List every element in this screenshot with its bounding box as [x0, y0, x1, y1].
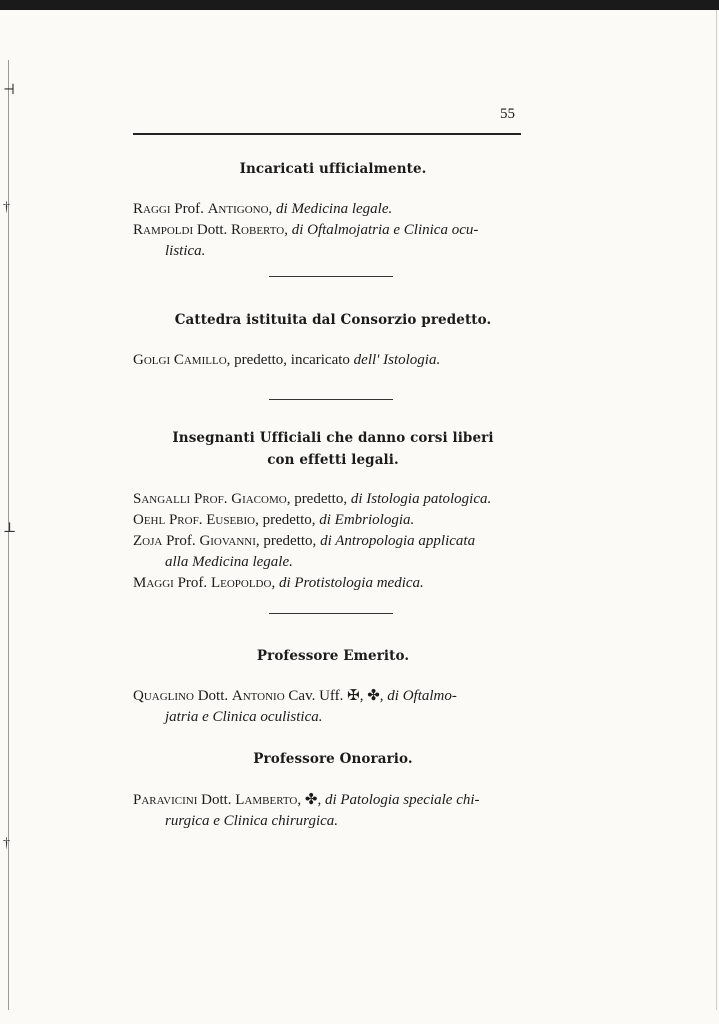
entry-line	[133, 350, 533, 371]
given-name: Giovanni	[199, 533, 256, 549]
surname: Sangalli	[133, 491, 191, 507]
scan-top-border	[0, 0, 719, 10]
academic-title: Dott.	[196, 222, 228, 238]
subject: di Embriologia.	[319, 512, 415, 528]
given-name: Giacomo	[231, 491, 287, 507]
connector: , predetto,	[286, 491, 351, 507]
surname: Oehl	[133, 512, 166, 528]
section-heading	[133, 427, 533, 471]
surname: Paravicini	[133, 792, 198, 808]
entry	[133, 489, 533, 510]
surname: Rampoldi	[133, 222, 194, 238]
page-number: 55	[500, 106, 515, 122]
academic-title: Prof.	[174, 201, 204, 217]
connector: ,	[271, 575, 279, 591]
heading-line: Professore Emerito.	[256, 648, 410, 664]
subject: di Medicina legale.	[276, 201, 393, 217]
entry	[133, 199, 533, 220]
connector: , ✤,	[297, 792, 325, 808]
heading-line: Insegnanti Ufficiali che danno corsi liberi	[172, 430, 494, 446]
entry-line	[133, 531, 533, 552]
entry-line	[133, 790, 533, 811]
academic-title: Dott.	[197, 688, 229, 704]
entry	[133, 220, 533, 262]
entry-line	[133, 573, 533, 594]
subject: di Oftalmojatria e Clinica ocu-	[291, 222, 479, 238]
connector: , predetto, incaricato	[226, 352, 354, 368]
binding-mark: ⊥	[3, 521, 17, 536]
binding-mark: †	[3, 836, 10, 851]
given-name: Antigono	[207, 201, 269, 217]
section-heading	[133, 748, 533, 770]
entry-line	[133, 199, 533, 220]
given-name: Camillo	[173, 352, 227, 368]
subject: di Istologia patologica.	[350, 491, 492, 507]
entry-continuation: rurgica e Clinica chirurgica.	[165, 813, 339, 829]
given-name: Eusebio	[206, 512, 256, 528]
surname: Golgi	[133, 352, 171, 368]
given-name: Leopoldo	[210, 575, 272, 591]
entry	[133, 790, 533, 832]
section-heading	[133, 158, 533, 180]
entry-line	[133, 489, 533, 510]
section-separator	[269, 613, 393, 614]
surname: Zoja	[133, 533, 163, 549]
entry-line	[133, 220, 533, 241]
connector: ,	[284, 222, 292, 238]
surname: Quaglino	[133, 688, 194, 704]
academic-title: Prof.	[166, 533, 196, 549]
given-name: Roberto	[231, 222, 285, 238]
surname: Raggi	[133, 201, 171, 217]
entry	[133, 686, 533, 728]
given-name: Antonio	[231, 688, 285, 704]
subject: di Oftalmo-	[387, 688, 457, 704]
section-separator	[269, 276, 393, 277]
heading-line: con effetti legali.	[267, 452, 399, 468]
entry	[133, 573, 533, 594]
heading-line: Professore Onorario.	[253, 751, 413, 767]
academic-title: Dott.	[201, 792, 232, 808]
entry	[133, 510, 533, 531]
section-separator	[269, 399, 393, 400]
connector: , predetto,	[255, 512, 320, 528]
academic-title: Prof.	[177, 575, 208, 591]
subject: di Patologia speciale chi-	[324, 792, 480, 808]
entry-continuation: listica.	[165, 243, 206, 259]
given-name: Lamberto	[235, 792, 298, 808]
connector: ,	[268, 201, 277, 217]
entry-continuation: alla Medicina legale.	[165, 554, 293, 570]
entry-line	[133, 510, 533, 531]
surname: Maggi	[133, 575, 174, 591]
academic-title: Prof.	[168, 512, 203, 528]
scan-right-edge	[716, 10, 717, 1010]
subject: dell' Istologia.	[353, 352, 441, 368]
connector: , predetto,	[255, 533, 321, 549]
binding-mark: †	[3, 200, 10, 215]
entry-continuation: jatria e Clinica oculistica.	[165, 709, 323, 725]
entry	[133, 531, 533, 573]
academic-title: Prof.	[193, 491, 228, 507]
entry-line	[133, 686, 533, 707]
binding-mark: ⊣	[3, 83, 16, 98]
section-heading	[133, 645, 533, 667]
heading-line: Incaricati ufficialmente.	[239, 161, 427, 177]
header-rule	[133, 133, 521, 135]
connector: Cav. Uff. ✠, ✤,	[284, 688, 388, 704]
subject: di Antropologia applicata	[320, 533, 476, 549]
subject: di Protistologia medica.	[278, 575, 424, 591]
entry	[133, 350, 533, 371]
heading-line: Cattedra istituita dal Consorzio predetto.	[174, 312, 492, 328]
section-heading	[133, 309, 533, 331]
